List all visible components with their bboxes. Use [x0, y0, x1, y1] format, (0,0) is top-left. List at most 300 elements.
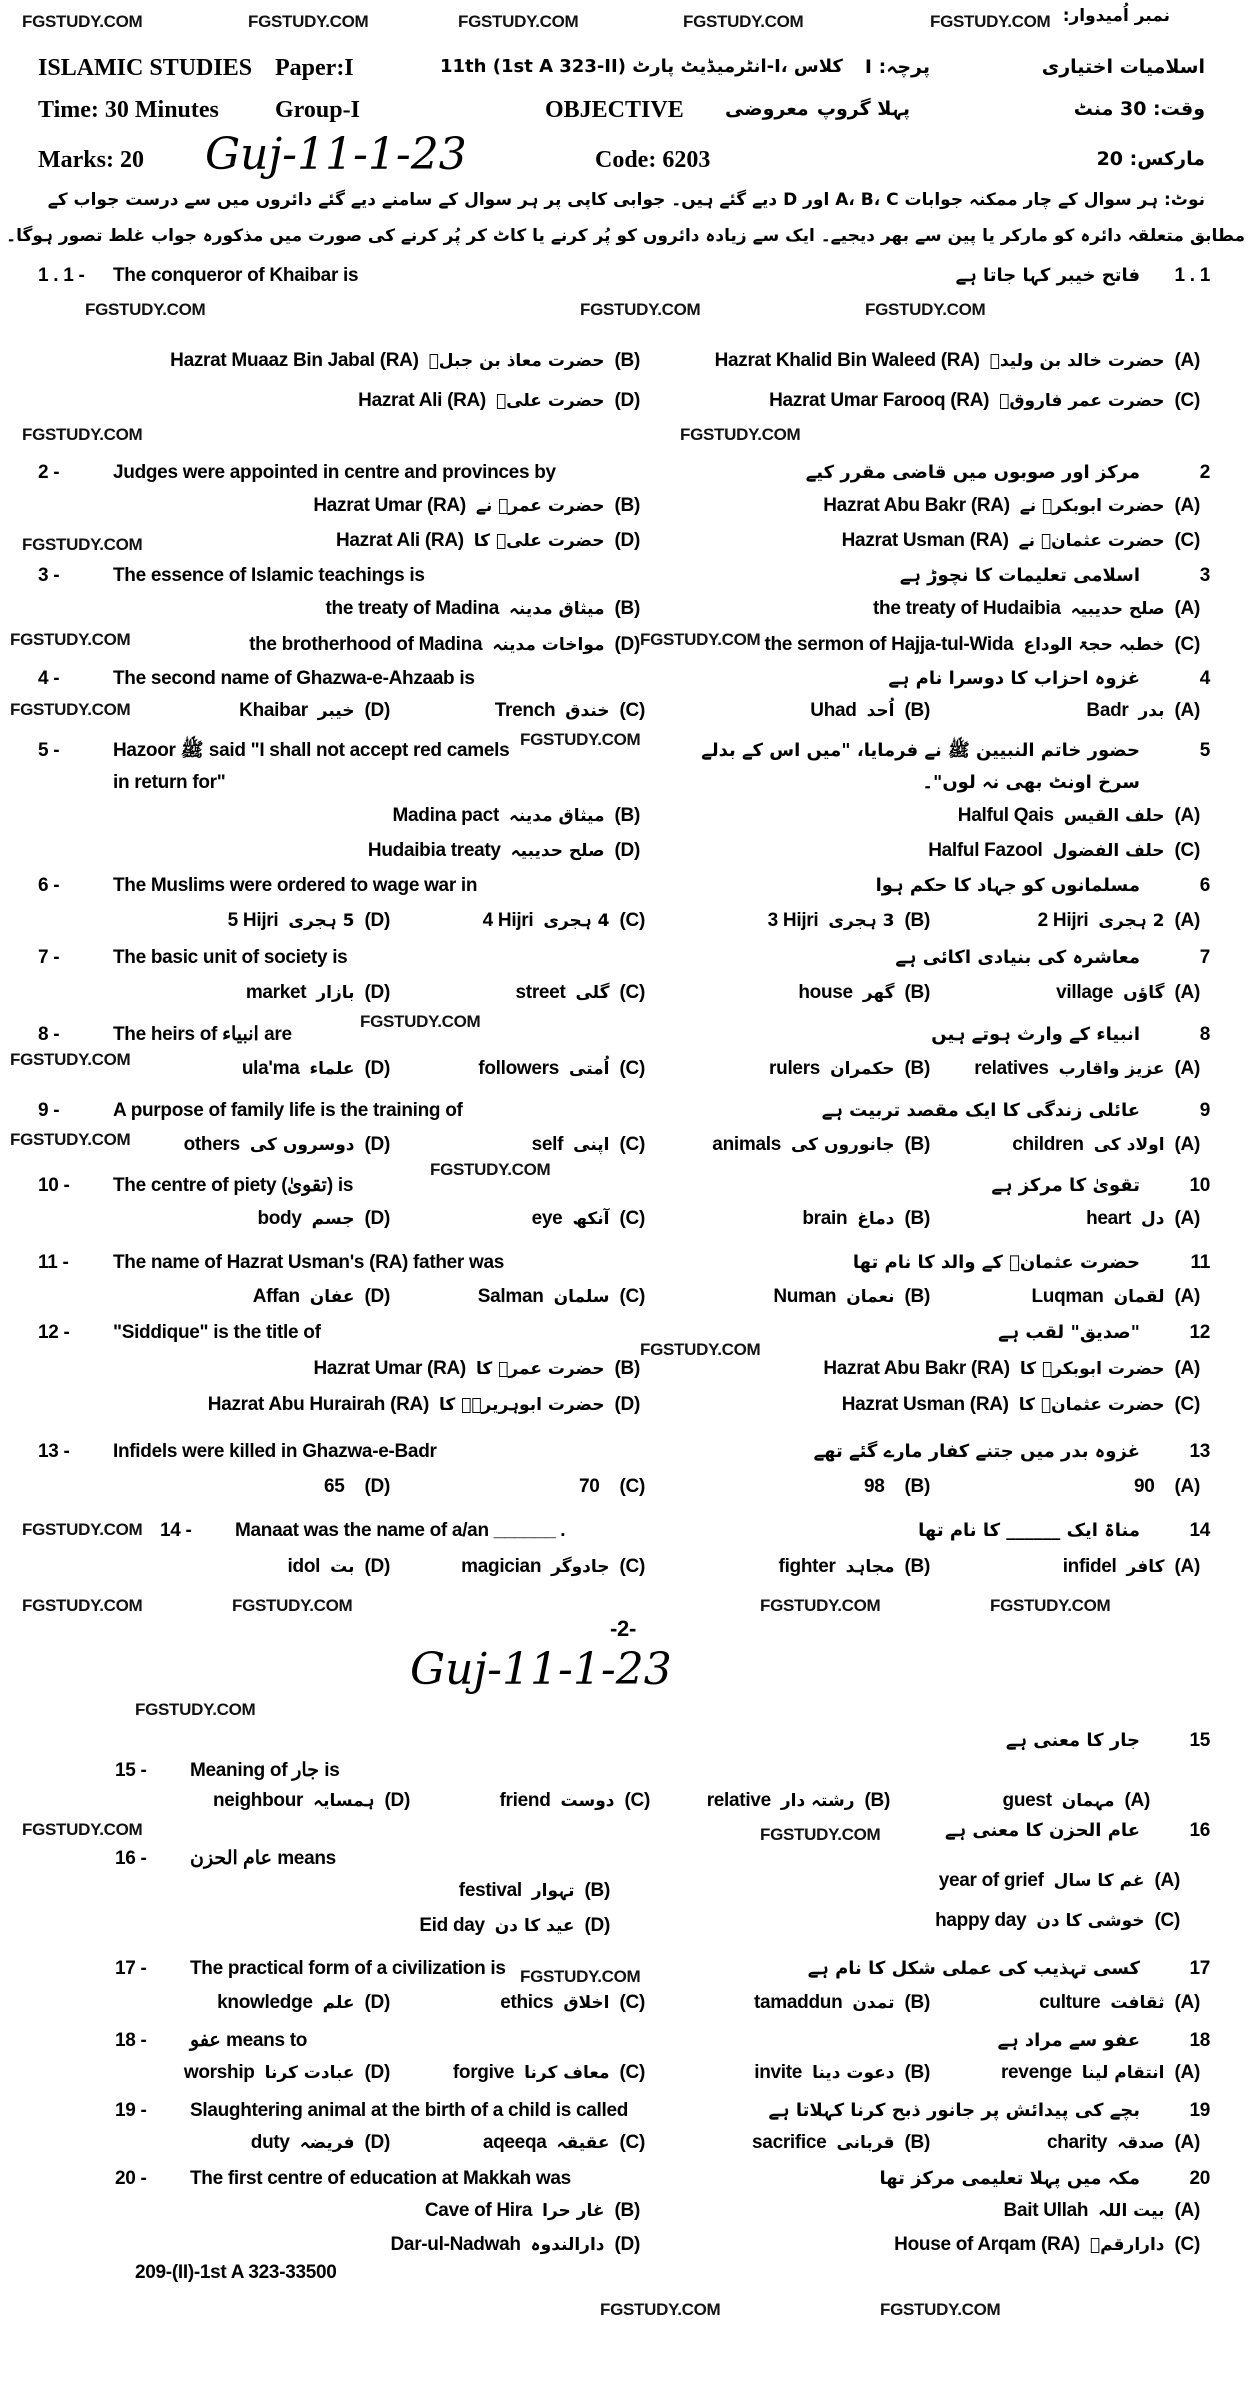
option-text-en: the treaty of Madina: [325, 598, 499, 619]
question-number: 4 -: [38, 668, 60, 689]
option-letter: (B): [864, 1790, 890, 1811]
option-text-ur: قربانی: [836, 2133, 895, 2153]
question-number: 8 -: [38, 1024, 60, 1045]
watermark-text: FGSTUDY.COM: [360, 1012, 481, 1031]
option-text-ur: حضرت خالد بن ولیدؓ: [989, 351, 1165, 371]
option-text-ur: علم: [322, 1993, 355, 2013]
option-text-en: charity: [1046, 2132, 1108, 2153]
answer-option: [802, 1208, 930, 1231]
question-number-ur: 9: [1199, 1100, 1210, 1121]
option-text-en: Hazrat Muaaz Bin Jabal (RA): [170, 350, 419, 371]
answer-option: [516, 982, 645, 1005]
option-text-ur: دوست: [560, 1791, 615, 1811]
option-letter: (B): [614, 495, 640, 516]
option-text-en: brain: [802, 1208, 848, 1229]
watermark-text: FGSTUDY.COM: [760, 1596, 881, 1615]
question-text-en: The name of Hazrat Usman's (RA) father was: [113, 1252, 505, 1273]
watermark-text: FGSTUDY.COM: [930, 12, 1051, 31]
question-number-ur: 2: [1199, 462, 1210, 483]
watermark-text: FGSTUDY.COM: [248, 12, 369, 31]
question-number: 11 -: [38, 1252, 69, 1273]
option-text-en: Numan: [773, 1286, 837, 1307]
time-ur: وقت: 30 منٹ: [1073, 98, 1205, 120]
question-number: 5 -: [38, 740, 60, 761]
option-text-ur: انتقام لینا: [1081, 2063, 1165, 2083]
option-letter: (C): [1174, 634, 1200, 655]
option-text-ur: بدر: [1138, 701, 1165, 721]
option-text-en: street: [515, 982, 566, 1003]
answer-option: [974, 1058, 1200, 1081]
option-text-ur: گلی: [575, 983, 610, 1003]
question-number: 1 . 1 -: [38, 265, 85, 286]
option-text-ur: عید کا دن: [494, 1916, 575, 1936]
option-letter: (A): [1174, 805, 1200, 826]
answer-option: [391, 2234, 641, 2257]
option-letter: (C): [619, 1476, 645, 1497]
option-text-ur: حضرت علیؓ کا: [473, 531, 605, 551]
question-number-ur: 7: [1199, 947, 1210, 968]
question-number: 19 -: [115, 2100, 147, 2121]
option-letter: (A): [1174, 1286, 1200, 1307]
question-text-ur: غزوہ احزاب کا دوسرا نام ہے: [888, 668, 1140, 689]
answer-option: [239, 700, 390, 723]
option-letter: (D): [614, 390, 640, 411]
option-text-en: 65: [323, 1476, 345, 1497]
option-text-en: Hazrat Abu Bakr (RA): [823, 1358, 1010, 1379]
question-number: 6 -: [38, 875, 60, 896]
answer-option: [1086, 700, 1200, 723]
answer-option: [461, 1556, 645, 1579]
option-text-en: Hazrat Khalid Bin Waleed (RA): [714, 350, 980, 371]
question-number-ur: 10: [1189, 1175, 1210, 1196]
question-number-ur: 6: [1199, 875, 1210, 896]
group-en: Group-I: [275, 97, 360, 123]
option-text-en: invite: [754, 2062, 803, 2083]
option-letter: (B): [904, 1134, 930, 1155]
option-letter: (A): [1174, 2062, 1200, 2083]
option-text-en: Uhad: [810, 700, 857, 721]
option-text-ur: حضرت عمرؓ نے: [475, 496, 605, 516]
watermark-text: FGSTUDY.COM: [990, 1596, 1111, 1615]
option-text-ur: فریضہ: [299, 2133, 355, 2153]
option-letter: (A): [1174, 2132, 1200, 2153]
question-text-ur: عفو سے مراد ہے: [997, 2030, 1140, 2051]
option-text-ur: گاؤں: [1123, 983, 1165, 1003]
watermark-text: FGSTUDY.COM: [580, 300, 701, 319]
option-text-en: the treaty of Hudaibia: [873, 598, 1061, 619]
option-text-en: the brotherhood of Madina: [249, 634, 483, 655]
option-text-en: worship: [183, 2062, 255, 2083]
question-number-ur: 17: [1189, 1958, 1210, 1979]
answer-option: [779, 1556, 930, 1579]
option-letter: (C): [619, 1286, 645, 1307]
question-text-en: The Muslims were ordered to wage war in: [113, 875, 478, 896]
option-text-ur: نعمان: [846, 1287, 895, 1307]
option-text-en: Affan: [252, 1286, 300, 1307]
subject-ur: اسلامیات اختیاری: [1041, 56, 1205, 78]
option-text-en: body: [257, 1208, 302, 1229]
option-text-ur: اولاد کی: [1093, 1135, 1165, 1155]
answer-option: [1004, 2200, 1200, 2223]
option-text-ur: حضرت معاذ بن جبلؓ: [428, 351, 605, 371]
watermark-text: FGSTUDY.COM: [10, 1050, 131, 1069]
question-number: 10 -: [38, 1175, 70, 1196]
option-letter: (D): [364, 700, 390, 721]
option-letter: (A): [1174, 1358, 1200, 1379]
option-text-en: Hazrat Abu Hurairah (RA): [207, 1394, 429, 1415]
answer-option: [184, 2062, 390, 2085]
option-text-ur: رشتہ دار: [780, 1791, 855, 1811]
option-text-en: self: [531, 1134, 564, 1155]
option-text-en: Halful Fazool: [928, 840, 1043, 861]
option-text-en: heart: [1086, 1208, 1132, 1229]
watermark-text: FGSTUDY.COM: [22, 1820, 143, 1839]
handwritten-note-2: Guj-11-1-23: [410, 1644, 672, 1695]
option-text-en: eye: [531, 1208, 563, 1229]
option-letter: (D): [364, 1286, 390, 1307]
option-text-en: Dar-ul-Nadwah: [390, 2234, 521, 2255]
paper-ur: پرچہ: I: [864, 56, 930, 78]
option-text-en: followers: [478, 1058, 560, 1079]
option-text-ur: ہمسایہ: [313, 1791, 375, 1811]
question-text-ur: معاشرہ کی بنیادی اکائی ہے: [895, 947, 1140, 968]
answer-option: [1003, 1790, 1150, 1813]
option-letter: (A): [1174, 910, 1200, 931]
option-text-en: village: [1056, 982, 1114, 1003]
question-text-ur: اسلامی تعلیمات کا نچوڑ ہے: [899, 565, 1140, 586]
page-number: -2-: [610, 1616, 636, 1641]
question-text-ur: غزوہ بدر میں جتنے کفار مارے گئے تھے: [813, 1441, 1140, 1462]
option-letter: (A): [1174, 350, 1200, 371]
answer-option: [500, 1992, 645, 2015]
option-letter: (D): [584, 1915, 610, 1936]
question-number: 16 -: [115, 1848, 147, 1869]
question-text-en: Slaughtering animal at the birth of a child is called: [190, 2100, 629, 2121]
option-text-en: guest: [1002, 1790, 1052, 1811]
option-text-en: Hazrat Umar (RA): [313, 1358, 466, 1379]
option-text-en: relatives: [974, 1058, 1049, 1079]
option-letter: (C): [619, 1556, 645, 1577]
watermark-text: FGSTUDY.COM: [680, 425, 801, 444]
answer-option: [228, 910, 390, 933]
answer-option: [810, 700, 930, 723]
question-number: 14 -: [160, 1520, 192, 1541]
option-letter: (D): [384, 1790, 410, 1811]
answer-option: [459, 1880, 610, 1903]
question-number: 13 -: [38, 1441, 70, 1462]
option-text-en: Hazrat Umar (RA): [313, 495, 466, 516]
answer-option: [1056, 982, 1200, 1005]
option-text-ur: عبادت کرنا: [264, 2063, 355, 2083]
option-text-ur: 3 ہجری: [828, 911, 895, 931]
answer-option: [419, 1915, 610, 1938]
watermark-text: FGSTUDY.COM: [520, 1967, 641, 1986]
option-letter: (D): [364, 1208, 390, 1229]
option-text-en: rulers: [769, 1058, 821, 1079]
option-text-ur: اخلاق: [563, 1993, 610, 2013]
option-text-en: Salman: [477, 1286, 544, 1307]
question-number-ur: 11: [1190, 1252, 1210, 1273]
option-letter: (C): [619, 700, 645, 721]
option-letter: (A): [1174, 2200, 1200, 2221]
question-number-ur: 5: [1199, 740, 1210, 761]
answer-option: [773, 1286, 930, 1309]
option-letter: (B): [904, 700, 930, 721]
answer-option: [864, 1476, 930, 1499]
question-text-en: Hazoor ﷺ said "I shall not accept red camels: [113, 740, 510, 761]
option-letter: (C): [619, 910, 645, 931]
question-number-ur: 13: [1189, 1441, 1210, 1462]
watermark-text: FGSTUDY.COM: [22, 1520, 143, 1539]
option-text-ur: خوشی کا دن: [1036, 1911, 1145, 1931]
option-letter: (D): [364, 1992, 390, 2013]
option-text-en: relative: [706, 1790, 771, 1811]
watermark-text: FGSTUDY.COM: [22, 1596, 143, 1615]
answer-option: [453, 2062, 645, 2085]
answer-option: [251, 2132, 390, 2155]
question-text-ur: بچے کی پیدائش پر جانور ذبح کرنا کہلاتا ہے: [768, 2100, 1140, 2121]
option-text-ur: حکمران: [830, 1059, 895, 1079]
answer-option: [392, 805, 640, 828]
option-text-en: 90: [1133, 1476, 1155, 1497]
question-number: 2 -: [38, 462, 60, 483]
option-text-ur: حضرت عثمانؓ کا: [1018, 1395, 1165, 1415]
option-letter: (D): [364, 1476, 390, 1497]
answer-option: [939, 1870, 1180, 1893]
option-letter: (A): [1174, 1476, 1200, 1497]
answer-option: [313, 495, 640, 518]
option-text-ur: دارارقمؓ: [1089, 2235, 1165, 2255]
option-text-ur: مجاہد: [845, 1557, 895, 1577]
option-text-en: House of Arqam (RA): [894, 2234, 1080, 2255]
answer-option: [483, 2132, 645, 2155]
answer-option: [170, 350, 640, 373]
option-letter: (D): [614, 2234, 640, 2255]
group-ur: پہلا گروپ: [816, 98, 910, 120]
option-text-en: Hazrat Usman (RA): [841, 1394, 1009, 1415]
option-text-en: house: [798, 982, 853, 1003]
question-number: 7 -: [38, 947, 60, 968]
question-number-ur: 18: [1189, 2030, 1210, 2051]
question-text-en: "Siddique" is the title of: [113, 1322, 321, 1343]
question-text-en: Judges were appointed in centre and provinces by: [113, 462, 556, 483]
answer-option: [579, 1476, 645, 1499]
question-text-en: Infidels were killed in Ghazwa-e-Badr: [113, 1441, 437, 1462]
option-text-en: revenge: [1000, 2062, 1072, 2083]
option-text-en: Hazrat Usman (RA): [841, 530, 1009, 551]
question-text-ur: تقویٰ کا مرکز ہے: [991, 1175, 1140, 1196]
answer-option: [823, 1358, 1200, 1381]
option-text-en: 2 Hijri: [1037, 910, 1089, 931]
option-text-en: Cave of Hira: [424, 2200, 533, 2221]
option-text-ur: بازار: [316, 983, 355, 1003]
option-letter: (A): [1174, 1208, 1200, 1229]
option-letter: (A): [1154, 1870, 1180, 1891]
answer-option: [873, 598, 1200, 621]
answer-option: [313, 1358, 640, 1381]
watermark-text: FGSTUDY.COM: [640, 1340, 761, 1359]
question-number-ur: 4: [1199, 668, 1210, 689]
question-text-en: The conqueror of Khaibar is: [113, 265, 359, 286]
option-text-ur: حضرت عمرؓ کا: [475, 1359, 605, 1379]
option-text-en: 70: [578, 1476, 600, 1497]
answer-option: [1001, 2062, 1200, 2085]
option-letter: (C): [619, 2062, 645, 2083]
question-text-ur: مرکز اور صوبوں میں قاضی مقرر کیے: [805, 462, 1140, 483]
question-text-ur-continued: سرخ اونٹ بھی نہ لوں"۔: [922, 772, 1140, 793]
question-text-ur: فاتح خیبر کہا جاتا ہے: [955, 265, 1140, 286]
option-text-ur: غار حرا: [542, 2201, 605, 2221]
objective-en: OBJECTIVE: [545, 97, 684, 123]
question-text-ur: حضور خاتم النبیین ﷺ نے فرمایا، "میں اس کے بدلے: [701, 740, 1140, 761]
answer-option: [1047, 2132, 1200, 2155]
question-number-ur: 16: [1189, 1820, 1210, 1841]
option-letter: (A): [1174, 1058, 1200, 1079]
watermark-text: FGSTUDY.COM: [10, 700, 131, 719]
option-text-en: animals: [712, 1134, 781, 1155]
option-letter: (B): [904, 2132, 930, 2153]
option-text-en: Halful Qais: [957, 805, 1054, 826]
option-letter: (C): [1174, 390, 1200, 411]
answer-option: [208, 1394, 640, 1417]
option-letter: (C): [619, 1058, 645, 1079]
answer-option: [823, 495, 1200, 518]
option-text-en: Badr: [1086, 700, 1129, 721]
answer-option: [842, 530, 1200, 553]
watermark-text: FGSTUDY.COM: [22, 425, 143, 444]
answer-option: [324, 1476, 390, 1499]
option-text-en: culture: [1039, 1992, 1101, 2013]
option-letter: (D): [364, 1134, 390, 1155]
watermark-text: FGSTUDY.COM: [22, 535, 143, 554]
marks-en: Marks: 20: [38, 147, 144, 173]
option-letter: (B): [614, 1358, 640, 1379]
answer-option: [478, 1058, 645, 1081]
option-text-en: year of grief: [938, 1870, 1044, 1891]
answer-option: [769, 390, 1200, 413]
answer-option: [1038, 910, 1200, 933]
answer-option: [707, 1790, 890, 1813]
question-number: 20 -: [115, 2168, 147, 2189]
option-text-ur: آنکھ: [572, 1209, 610, 1229]
question-text-en: The first centre of education at Makkah was: [190, 2168, 571, 2189]
option-text-ur: عزیز واقارب: [1058, 1059, 1165, 1079]
option-letter: (D): [614, 530, 640, 551]
question-text-en: The essence of Islamic teachings is: [113, 565, 425, 586]
option-letter: (D): [614, 634, 640, 655]
answer-option: [768, 910, 930, 933]
option-letter: (C): [1154, 1910, 1180, 1931]
option-letter: (B): [584, 1880, 610, 1901]
answer-option: [754, 2062, 930, 2085]
question-text-ur: عائلی زندگی کا ایک مقصد تربیت ہے: [821, 1100, 1140, 1121]
option-text-en: Khaibar: [239, 700, 308, 721]
option-text-en: magician: [461, 1556, 542, 1577]
question-text-en: The second name of Ghazwa-e-Ahzaab is: [113, 668, 475, 689]
watermark-text: FGSTUDY.COM: [135, 1700, 256, 1719]
option-letter: (D): [364, 1058, 390, 1079]
question-text-en: Meaning of جار is: [190, 1760, 340, 1781]
option-letter: (C): [619, 1992, 645, 2013]
option-text-ur: 4 ہجری: [543, 911, 610, 931]
answer-option: [500, 1790, 650, 1813]
answer-option: [217, 1992, 390, 2015]
watermark-text: FGSTUDY.COM: [430, 1160, 551, 1179]
question-text-ur: حضرت عثمانؓ کے والد کا نام تھا: [852, 1252, 1140, 1273]
candidate-number-label: نمبر اُمیدوار:: [1062, 6, 1170, 26]
option-letter: (D): [364, 1556, 390, 1577]
option-text-en: ula'ma: [241, 1058, 300, 1079]
question-number-ur: 19: [1189, 2100, 1210, 2121]
option-letter: (B): [904, 1556, 930, 1577]
option-text-ur: کافر: [1126, 1557, 1165, 1577]
answer-option: [1086, 1208, 1200, 1231]
option-text-en: aqeeqa: [482, 2132, 547, 2153]
option-text-ur: حضرت ابوبکرؓ نے: [1019, 496, 1165, 516]
question-number: 12 -: [38, 1322, 70, 1343]
paper-en: Paper:I: [275, 55, 354, 81]
option-text-ur: صلح حدیبیہ: [510, 841, 605, 861]
option-text-ur: میثاق مدینہ: [508, 806, 605, 826]
question-number: 3 -: [38, 565, 60, 586]
option-text-en: children: [1012, 1134, 1084, 1155]
watermark-text: FGSTUDY.COM: [520, 730, 641, 749]
option-letter: (D): [364, 2132, 390, 2153]
option-text-ur: میثاق مدینہ: [508, 599, 605, 619]
class-line: 11th (1st A 323-II) انٹرمیڈیٹ پارٹ-I، کلاس: [440, 56, 843, 77]
option-text-en: neighbour: [212, 1790, 304, 1811]
answer-option: [532, 1134, 645, 1157]
question-text-en: عام الحزن means: [190, 1848, 336, 1869]
answer-option: [483, 910, 645, 933]
option-letter: (B): [614, 350, 640, 371]
answer-option: [257, 1208, 390, 1231]
option-letter: (C): [624, 1790, 650, 1811]
answer-option: [425, 2200, 640, 2223]
option-text-ur: تہوار: [531, 1881, 575, 1901]
option-letter: (C): [1174, 530, 1200, 551]
option-text-ur: ثقافت: [1110, 1993, 1165, 2013]
option-text-ur: 2 ہجری: [1098, 911, 1165, 931]
option-text-ur: اُحد: [866, 701, 895, 721]
answer-option: [764, 634, 1200, 657]
question-text-ur: مکہ میں پہلا تعلیمی مرکز تھا: [879, 2168, 1140, 2189]
option-text-en: Luqman: [1031, 1286, 1104, 1307]
answer-option: [798, 982, 930, 1005]
option-text-ur: گھر: [862, 983, 895, 1003]
question-text-en: عفو means to: [190, 2030, 308, 2051]
option-text-ur: حلف القیس: [1063, 806, 1165, 826]
instruction-note-line-2: مطابق متعلقہ دائرہ کو مارکر یا پین سے بھر دیجیے۔ ایک سے زیادہ دائروں کو پُر کرنے یا کاٹ کر پُر کرنے کی صورت میں مذکورہ جواب غلط تصور ہوگا۔: [6, 226, 1245, 246]
watermark-text: FGSTUDY.COM: [865, 300, 986, 319]
option-letter: (D): [614, 1394, 640, 1415]
question-text-ur: مناۃ ایک ______ کا نام تھا: [918, 1520, 1140, 1541]
option-letter: (A): [1174, 1992, 1200, 2013]
option-text-ur: صدقہ: [1117, 2133, 1165, 2153]
option-letter: (B): [904, 1286, 930, 1307]
question-text-ur: جار کا معنی ہے: [1005, 1730, 1140, 1751]
option-text-ur: خطبہ حجۃ الوداع: [1023, 635, 1165, 655]
answer-option: [1012, 1134, 1200, 1157]
option-text-en: Hudaibia treaty: [367, 840, 501, 861]
answer-option: [368, 840, 640, 863]
option-text-en: Hazrat Umar Farooq (RA): [769, 390, 990, 411]
marks-ur: مارکس: 20: [1096, 148, 1205, 170]
answer-option: [478, 1286, 645, 1309]
answer-option: [958, 805, 1200, 828]
question-text-en: The centre of piety (تقویٰ) is: [113, 1175, 354, 1196]
question-number-ur: 12: [1189, 1322, 1210, 1343]
